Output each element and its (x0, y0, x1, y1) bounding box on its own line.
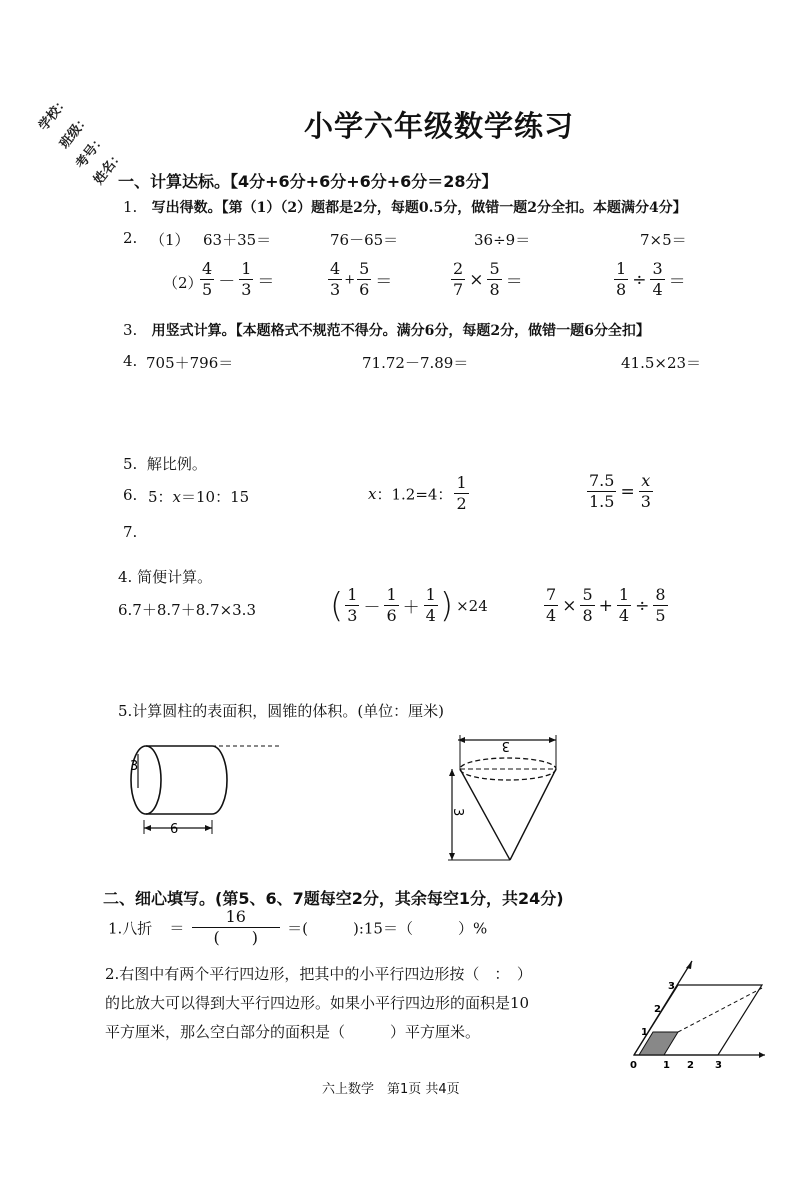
page-title: 小学六年级数学练习 (304, 109, 575, 143)
simple-calc-expr-2: ( $\frac{1}{3}$ － $\frac{1}{6}$ ＋ $\frac{1}{4}$ ) ×24 (330, 585, 488, 626)
q6-number: 6. (123, 486, 138, 504)
section2-q2-line: 的比放大可以得到大平行四边形。如果小平行四边形的面积是10 (105, 994, 530, 1012)
q4-item: 705＋796＝ (146, 354, 234, 372)
q2-row1-item: 63＋35＝ (203, 231, 272, 249)
q2-row2-label: （2） (163, 274, 203, 292)
q6-proportion-b: x：1.2=4： $\frac{1}{2}$ (368, 473, 467, 514)
discount-label: 1.八折 (108, 919, 153, 938)
q6-proportion-a: 5：x＝10：15 (148, 488, 250, 506)
section2-q2-line: 2.右图中有两个平行四边形，把其中的小平行四边形按（ ： ） (105, 965, 532, 983)
cylinder-width-label: 6 (170, 822, 179, 837)
axis-x-label: 1 (663, 1060, 670, 1070)
page-footer: 六上数学 第1页 共4页 (322, 1082, 460, 1097)
q2-row1-label: （1） (150, 231, 190, 249)
q1 (123, 197, 687, 217)
q2-row1-item: 7×5＝ (640, 231, 687, 249)
q2-row1-item: 36÷9＝ (474, 231, 531, 249)
q3 (123, 320, 650, 340)
axis-y-label: 2 (654, 1004, 661, 1015)
q4-item: 71.72－7.89＝ (362, 354, 469, 372)
section2-q1: 1.八折 ＝ $\frac{16}{( )}$ ＝( ):15＝（ ）% (108, 907, 488, 948)
q4-number: 4. (123, 352, 138, 370)
q7-number: 7. (123, 523, 138, 541)
q4-item: 41.5×23＝ (621, 354, 702, 372)
header-label-name: 姓名： (91, 147, 127, 188)
section2-q2-line: 平方厘米，那么空白部分的面积是（ ）平方厘米。 (105, 1023, 481, 1041)
cone-height-label: 3 (450, 808, 465, 817)
header-label-school: 学校： (36, 93, 72, 134)
cone-diameter-label: 3 (501, 738, 510, 753)
axis-x-label: 3 (715, 1060, 722, 1070)
axis-y-label: 3 (668, 981, 675, 992)
section2-heading: 二、细心填写。(第5、6、7题每空2分，其余每空1分，共24分) (103, 889, 564, 908)
q3-text: 用竖式计算。【本题格式不规范不得分。满分6分，每题2分，做错一题6分全扣】 (151, 323, 650, 339)
geometry-heading: 5.计算圆柱的表面积，圆锥的体积。(单位：厘米) (118, 702, 445, 720)
q2-row2-item-3: $\frac{2}{7}$ × $\frac{5}{8}$ ＝ (453, 259, 523, 300)
q2-row2-item-1: $\frac{4}{5}$ － $\frac{1}{3}$ ＝ (202, 259, 275, 300)
cylinder-height-label: 3 (130, 759, 139, 774)
q1-number: 1. (123, 198, 138, 216)
axis-x-label: 2 (687, 1060, 694, 1070)
q2-row2-item-4: $\frac{1}{8}$ ÷ $\frac{3}{4}$ ＝ (616, 259, 686, 300)
q2-row1-item: 76－65＝ (330, 231, 399, 249)
parallelogram-figure (620, 955, 770, 1070)
simple-calc-expr-3: $\frac{7}{4}$ × $\frac{5}{8}$ + $\frac{1}{4}$ ÷ $\frac{8}{5}$ (546, 585, 666, 626)
axis-x-label: 0 (630, 1060, 637, 1070)
q5-text: 解比例。 (146, 455, 207, 473)
q6-proportion-c: $\frac{7.5}{1.5}$ = $\frac{x}{3}$ (589, 471, 651, 512)
q1-text: 写出得数。【第（1）（2）题都是2分，每题0.5分，做错一题2分全扣。本题满分4分】 (151, 200, 687, 216)
axis-y-label: 1 (641, 1027, 648, 1038)
section1-heading: 一、计算达标。【4分+6分+6分+6分+6分＝28分】 (118, 172, 498, 191)
simple-calc-heading: 4. 简便计算。 (118, 568, 213, 586)
cylinder-figure (120, 738, 290, 848)
header-label-class: 班级： (57, 111, 93, 152)
simple-calc-expr-1: 6.7＋8.7＋8.7×3.3 (118, 601, 256, 619)
q5 (123, 453, 207, 474)
q2-number: 2. (123, 229, 138, 247)
header-label-id: 考号： (73, 131, 109, 172)
q3-number: 3. (123, 321, 138, 339)
section2-q1-rest: ＝( ):15＝（ ）% (287, 919, 488, 938)
cone-figure (440, 732, 570, 867)
q2-row2-item-2: $\frac{4}{3}$ + $\frac{5}{6}$ ＝ (330, 259, 393, 300)
q5-number: 5. (123, 455, 138, 473)
